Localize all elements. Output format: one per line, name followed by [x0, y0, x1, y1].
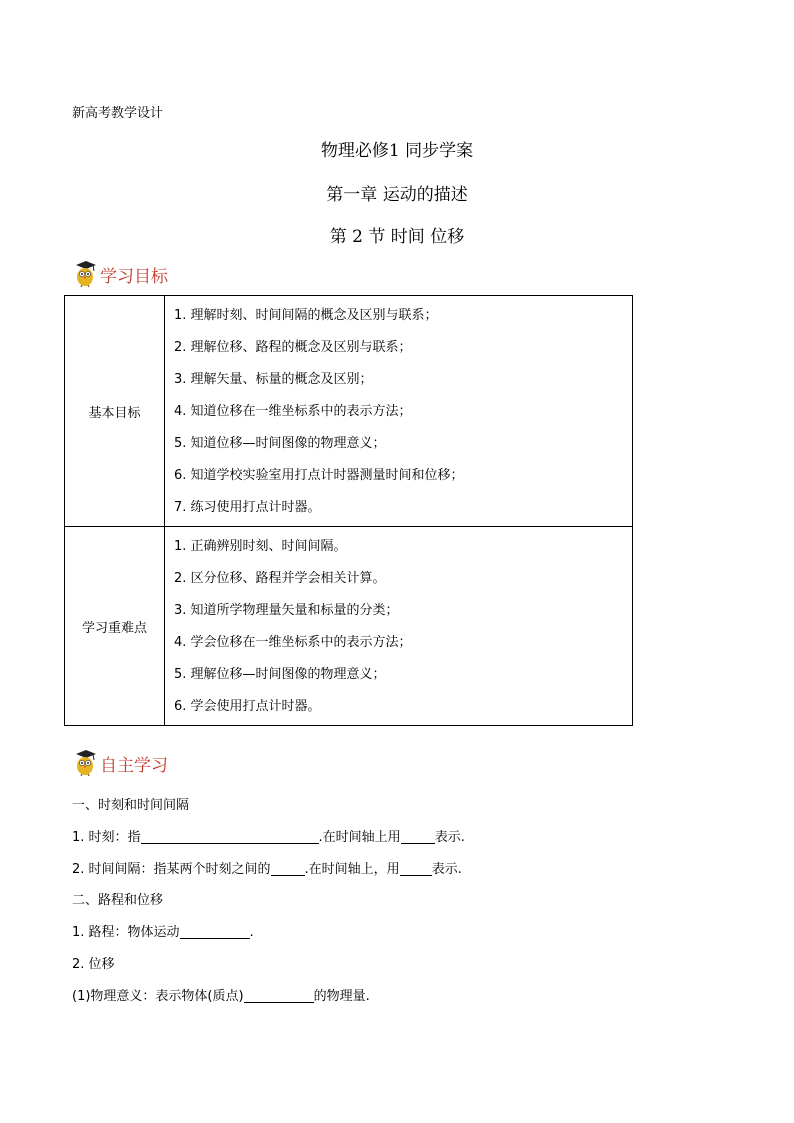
fill-blank[interactable] [271, 861, 305, 876]
list-item: 2. 区分位移、路程并学会相关计算。 [174, 571, 386, 586]
fill-blank[interactable] [244, 988, 314, 1003]
part1-title: 一、时刻和时间间隔 [72, 798, 190, 813]
objectives-heading [72, 260, 168, 288]
fill-blank[interactable] [401, 829, 435, 844]
course-title: 物理必修1 同步学案 [320, 141, 474, 161]
list-item: 3. 理解矢量、标量的概念及区别； [174, 372, 373, 387]
self-study-heading-label: 自主学习 [100, 755, 168, 776]
category-cell: 基本目标 [65, 296, 165, 527]
items-cell [165, 296, 633, 527]
list-item: 2. 理解位移、路程的概念及区别与联系； [174, 340, 412, 355]
list-item: 5. 知道位移—时间图像的物理意义； [174, 436, 386, 451]
items-cell [165, 527, 633, 726]
fill-blank[interactable] [400, 861, 432, 876]
owl-scholar-icon [72, 260, 98, 288]
fill-blank[interactable] [180, 924, 250, 939]
list-item: 7. 练习使用打点计时器。 [174, 500, 321, 515]
fill-blank[interactable] [141, 829, 319, 844]
part2-title: 二、路程和位移 [72, 893, 164, 908]
category-cell: 学习重难点 [65, 527, 165, 726]
objectives-heading-label: 学习目标 [100, 266, 168, 287]
self-study-heading [72, 749, 168, 777]
owl-scholar-icon [72, 749, 98, 777]
list-item: 6. 知道学校实验室用打点计时器测量时间和位移； [174, 468, 464, 483]
chapter-title: 第一章 运动的描述 [326, 185, 468, 205]
paragraph-moment: 1. 时刻：指 .在时间轴上用 表示. [72, 830, 465, 845]
table-row [65, 296, 633, 527]
table-row [65, 527, 633, 726]
section-title: 第 2 节 时间 位移 [329, 227, 465, 247]
list-item: 3. 知道所学物理量矢量和标量的分类； [174, 603, 399, 618]
paragraph-interval: 2. 时间间隔：指某两个时刻之间的 .在时间轴上，用 表示. [72, 862, 462, 877]
list-item: 1. 正确辨别时刻、时间间隔。 [174, 539, 347, 554]
list-item: 1. 理解时刻、时间间隔的概念及区别与联系； [174, 308, 438, 323]
header-tag: 新高考教学设计 [72, 106, 164, 121]
paragraph-path: 1. 路程：物体运动 . [72, 925, 254, 940]
list-item: 6. 学会使用打点计时器。 [174, 699, 321, 714]
list-item: 4. 知道位移在一维坐标系中的表示方法； [174, 404, 412, 419]
objectives-table [64, 295, 633, 726]
list-item: 4. 学会位移在一维坐标系中的表示方法； [174, 635, 412, 650]
paragraph-meaning: (1)物理意义：表示物体(质点) 的物理量. [72, 989, 370, 1004]
list-item: 5. 理解位移—时间图像的物理意义； [174, 667, 386, 682]
paragraph-displacement: 2. 位移 [72, 957, 115, 972]
